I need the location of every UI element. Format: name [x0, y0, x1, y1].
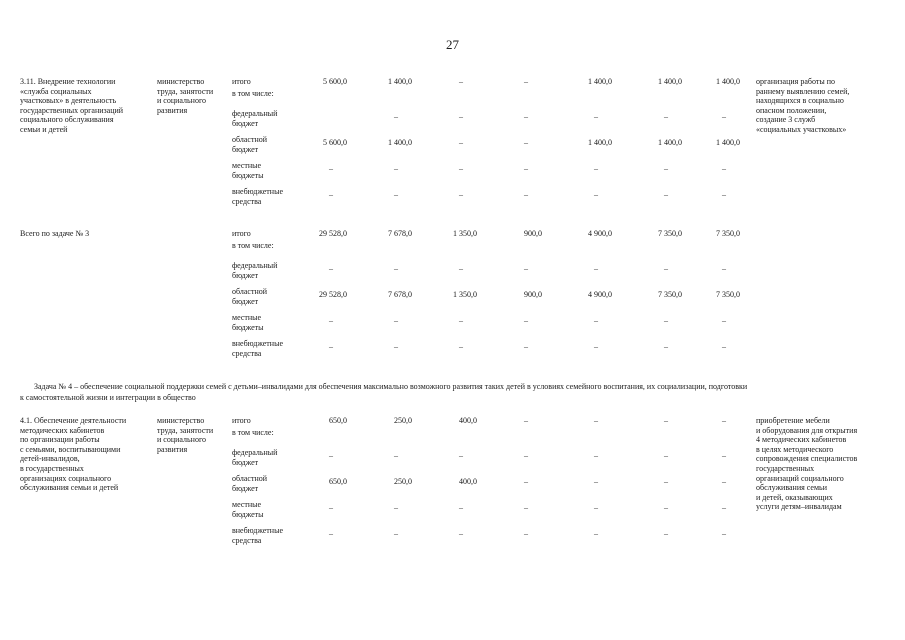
- funding-value-cell: –: [722, 342, 726, 351]
- funding-value-cell: –: [664, 264, 668, 273]
- funding-value-cell: –: [394, 112, 398, 121]
- funding-value-cell: –: [722, 112, 726, 121]
- funding-value-cell: –: [594, 342, 598, 351]
- funding-source-label: областной бюджет: [232, 287, 268, 306]
- funding-value-cell: –: [524, 503, 528, 512]
- funding-value-cell: –: [524, 477, 528, 486]
- funding-source-label: в том числе:: [232, 428, 274, 437]
- row-311-name: 3.11. Внедрение технологии «служба социальных участковых» в деятельность государственных организаций социального обслуживания семьи и детей: [20, 77, 124, 134]
- funding-value-cell: 400,0: [459, 477, 477, 486]
- row-41-result: приобретение мебели и оборудования для открытия 4 методических кабинетов в целях методического сопровождения специалистов государственных организаций социального обслуживания семьи и детей, оказывающих услуги детям–инвалидам: [756, 416, 858, 512]
- funding-value-cell: –: [394, 264, 398, 273]
- funding-value-cell: –: [329, 316, 333, 325]
- funding-value-cell: 1 400,0: [388, 77, 412, 86]
- funding-value-cell: 900,0: [524, 229, 542, 238]
- funding-value-cell: –: [664, 190, 668, 199]
- funding-value-cell: –: [459, 529, 463, 538]
- funding-value-cell: –: [594, 164, 598, 173]
- funding-value-cell: 29 528,0: [319, 290, 347, 299]
- funding-value-cell: –: [524, 138, 528, 147]
- funding-value-cell: –: [594, 451, 598, 460]
- funding-value-cell: –: [594, 112, 598, 121]
- funding-value-cell: –: [329, 503, 333, 512]
- funding-value-cell: –: [524, 316, 528, 325]
- page-number: 27: [446, 37, 459, 52]
- funding-value-cell: –: [722, 503, 726, 512]
- funding-source-label: федеральный бюджет: [232, 448, 278, 467]
- funding-value-cell: 1 350,0: [453, 290, 477, 299]
- funding-value-cell: –: [329, 529, 333, 538]
- funding-value-cell: –: [594, 264, 598, 273]
- funding-value-cell: –: [524, 264, 528, 273]
- funding-source-label: внебюджетные средства: [232, 526, 283, 545]
- funding-source-label: внебюджетные средства: [232, 339, 283, 358]
- funding-value-cell: –: [664, 342, 668, 351]
- funding-value-cell: –: [459, 112, 463, 121]
- funding-value-cell: –: [329, 190, 333, 199]
- funding-value-cell: 1 400,0: [388, 138, 412, 147]
- funding-value-cell: –: [459, 316, 463, 325]
- funding-value-cell: 7 350,0: [716, 229, 740, 238]
- funding-source-label: федеральный бюджет: [232, 261, 278, 280]
- funding-value-cell: –: [329, 264, 333, 273]
- funding-value-cell: –: [459, 342, 463, 351]
- funding-value-cell: –: [594, 477, 598, 486]
- funding-value-cell: 5 600,0: [323, 77, 347, 86]
- funding-source-label: итого: [232, 229, 251, 238]
- funding-value-cell: –: [329, 164, 333, 173]
- funding-value-cell: –: [394, 451, 398, 460]
- funding-value-cell: 29 528,0: [319, 229, 347, 238]
- funding-source-label: областной бюджет: [232, 135, 268, 154]
- funding-source-label: внебюджетные средства: [232, 187, 283, 206]
- funding-value-cell: 250,0: [394, 477, 412, 486]
- funding-value-cell: 1 400,0: [658, 138, 682, 147]
- funding-value-cell: 900,0: [524, 290, 542, 299]
- funding-value-cell: –: [722, 529, 726, 538]
- funding-value-cell: –: [664, 503, 668, 512]
- funding-value-cell: 1 400,0: [716, 138, 740, 147]
- funding-source-label: в том числе:: [232, 241, 274, 250]
- funding-source-label: итого: [232, 77, 251, 86]
- funding-value-cell: –: [664, 164, 668, 173]
- funding-value-cell: –: [329, 342, 333, 351]
- funding-source-label: областной бюджет: [232, 474, 268, 493]
- funding-value-cell: –: [394, 164, 398, 173]
- funding-value-cell: –: [394, 503, 398, 512]
- task-4-heading: [20, 381, 890, 403]
- funding-value-cell: –: [329, 451, 333, 460]
- funding-value-cell: 7 350,0: [716, 290, 740, 299]
- funding-value-cell: –: [459, 77, 463, 86]
- row-41-executor: министерство труда, занятости и социального развития: [157, 416, 214, 454]
- funding-value-cell: 4 900,0: [588, 229, 612, 238]
- total-3-label: Всего по задаче № 3: [20, 229, 90, 238]
- funding-value-cell: –: [524, 529, 528, 538]
- funding-value-cell: –: [664, 112, 668, 121]
- funding-value-cell: –: [524, 164, 528, 173]
- funding-value-cell: 1 350,0: [453, 229, 477, 238]
- row-311-result: организация работы по раннему выявлению семей, находящихся в социально опасном положении, создание 3 служб «социальных участковых»: [756, 77, 850, 134]
- funding-value-cell: –: [722, 451, 726, 460]
- funding-value-cell: 5 600,0: [323, 138, 347, 147]
- funding-value-cell: –: [594, 416, 598, 425]
- funding-value-cell: –: [664, 451, 668, 460]
- funding-value-cell: –: [722, 264, 726, 273]
- funding-value-cell: 400,0: [459, 416, 477, 425]
- funding-value-cell: –: [524, 451, 528, 460]
- funding-value-cell: 7 350,0: [658, 229, 682, 238]
- funding-source-label: федеральный бюджет: [232, 109, 278, 128]
- funding-value-cell: –: [394, 529, 398, 538]
- funding-source-label: местные бюджеты: [232, 500, 264, 519]
- funding-value-cell: –: [524, 77, 528, 86]
- funding-value-cell: –: [459, 190, 463, 199]
- funding-value-cell: 7 678,0: [388, 290, 412, 299]
- funding-value-cell: 250,0: [394, 416, 412, 425]
- funding-value-cell: –: [459, 451, 463, 460]
- funding-value-cell: –: [524, 190, 528, 199]
- funding-value-cell: 7 678,0: [388, 229, 412, 238]
- funding-value-cell: –: [722, 316, 726, 325]
- funding-value-cell: –: [524, 112, 528, 121]
- funding-value-cell: –: [664, 477, 668, 486]
- funding-value-cell: –: [664, 529, 668, 538]
- funding-value-cell: 1 400,0: [658, 77, 682, 86]
- funding-value-cell: –: [459, 264, 463, 273]
- funding-source-label: местные бюджеты: [232, 161, 264, 180]
- funding-value-cell: –: [459, 164, 463, 173]
- task-4-heading-line-1: Задача № 4 – обеспечение социальной поддержки семей с детьми–инвалидами для обеспечения максимально возможного развития таких детей в условиях семейного воспитания, их социализации, подготовки: [34, 382, 748, 391]
- funding-value-cell: –: [594, 529, 598, 538]
- funding-value-cell: 4 900,0: [588, 290, 612, 299]
- funding-value-cell: –: [722, 190, 726, 199]
- funding-value-cell: 650,0: [329, 416, 347, 425]
- funding-value-cell: –: [664, 316, 668, 325]
- task-4-heading-line-2: к самостоятельной жизни и интеграции в общество: [20, 393, 196, 402]
- funding-value-cell: 650,0: [329, 477, 347, 486]
- funding-value-cell: –: [722, 477, 726, 486]
- funding-value-cell: 1 400,0: [588, 77, 612, 86]
- funding-value-cell: –: [722, 164, 726, 173]
- funding-value-cell: 1 400,0: [716, 77, 740, 86]
- funding-value-cell: –: [394, 342, 398, 351]
- funding-value-cell: –: [394, 316, 398, 325]
- funding-value-cell: 1 400,0: [588, 138, 612, 147]
- funding-value-cell: –: [459, 138, 463, 147]
- funding-source-label: итого: [232, 416, 251, 425]
- funding-value-cell: –: [524, 342, 528, 351]
- funding-value-cell: –: [664, 416, 668, 425]
- funding-value-cell: –: [594, 316, 598, 325]
- funding-value-cell: –: [459, 503, 463, 512]
- funding-source-label: в том числе:: [232, 89, 274, 98]
- funding-value-cell: –: [594, 503, 598, 512]
- funding-value-cell: –: [594, 190, 598, 199]
- row-41-name: 4.1. Обеспечение деятельности методических кабинетов по организации работы с семьями, воспитывающими детей-инвалидов, в государственных организациях социального обслуживания семьи и детей: [20, 416, 127, 493]
- row-311-executor: министерство труда, занятости и социального развития: [157, 77, 214, 115]
- funding-value-cell: 7 350,0: [658, 290, 682, 299]
- funding-value-cell: –: [524, 416, 528, 425]
- funding-value-cell: –: [722, 416, 726, 425]
- funding-value-cell: –: [394, 190, 398, 199]
- funding-source-label: местные бюджеты: [232, 313, 264, 332]
